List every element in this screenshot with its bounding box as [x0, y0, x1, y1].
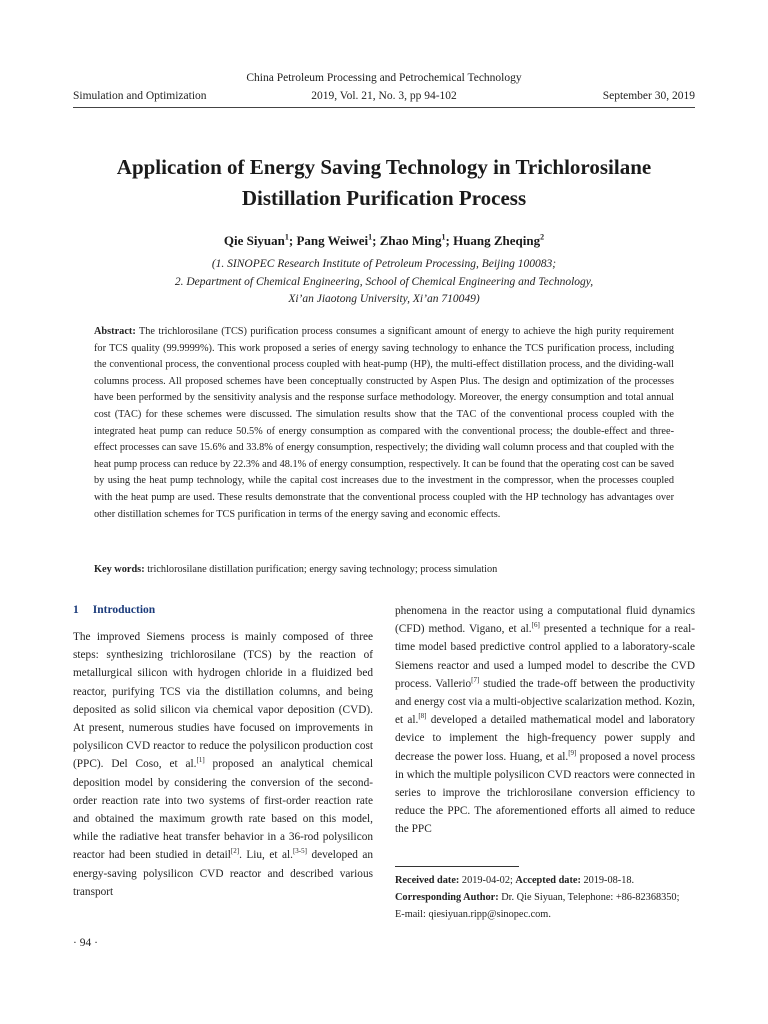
keywords [94, 564, 674, 575]
affiliation-line: 2. Department of Chemical Engineering, School of Chemical Engineering and Technology, [174, 275, 594, 288]
keywords-text: trichlorosilane distillation purification; energy saving technology; process simulation [144, 564, 498, 575]
accepted-date: 2019-08-18. [580, 875, 635, 886]
author-separator: ; [445, 233, 454, 249]
body-text: The improved Siemens process is mainly composed of three steps: synthesizing trichlorosilane (TCS) by the reaction of metallurgical silicon with hydrogen chloride in a fluidized bed reactor, purifying TCS via the distillation columns, and being deposited as solid silicon via chemical vapor deposition (CVD). At present, numerous studies have focused on improvements in polysilicon CVD reactor to reduce the polysilicon production cost (PPC). Del Coso, et al. [73, 631, 373, 771]
body-text: proposed a novel process in which the multiple polysilicon CVD reactors were connected in series to improve the trichlorosilane conversion efficiency to reduce the PPC. The aforementioned efforts all aimed to reduce the PPC [395, 750, 695, 836]
corresponding-author: Dr. Qie Siyuan, Telephone: +86-82368350; [498, 892, 680, 903]
citation-ref[interactable]: [9] [568, 748, 577, 757]
section-heading [73, 604, 155, 616]
author [380, 233, 453, 248]
accepted-label: Accepted date: [515, 875, 581, 886]
journal-name: China Petroleum Processing and Petrochemical Technology [246, 72, 522, 84]
corresponding-line [395, 889, 695, 906]
body-paragraph [395, 602, 695, 839]
citation-ref[interactable]: [8] [418, 712, 427, 721]
citation: 2019, Vol. 21, No. 3, pp 94-102 [311, 90, 457, 102]
body-paragraph [73, 628, 373, 901]
body-text: developed an energy-saving polysilicon CVD reactor and described various transport [73, 849, 374, 898]
footnote [395, 872, 695, 923]
author-affiliation-mark: 1 [368, 233, 373, 242]
header-rule [73, 107, 695, 108]
affiliations [0, 256, 768, 309]
abstract-text: The trichlorosilane (TCS) purification process consumes a significant amount of energy to achieve the high purity requirement for TCS quality (99.9999%). This work proposed a series of energy saving technology to enhance the TCS purification process, including the conventional process, the conventional process coupled with heat-pump (HP), the multi-effect distillation process, and the dividing-wall columns process. All proposed schemes have been conceptually constructed by Aspen Plus. The design and optimization of the processes have been performed by the sensitivity analysis and the response surface methodology. Moreover, the energy consumption and total annual cost (TAC) for these schemes were discussed. The simulation results show that the TAC of the conventional process coupled with the integrated heat pump can reduce 50.5% of energy consumption as compared with the conventional process; the double-effect and three-effect processes can save 15.6% and 33.8% of energy consumption, respectively; the dividing wall column process and that coupled with the heat pump process can reduce by 22.3% and 48.1% of energy consumption, respectively. It can be found that the operating cost can be saved by using the heat pump technology, while the capital cost increases due to the investment in the compressor, when the processes coupled with the heat pump are used. These results demonstrate that the conventional process coupled with the HP technology has advantages over other distillation schemes for TCS purification in terms of the energy saving and economic effects. [94, 326, 674, 520]
author [453, 233, 544, 248]
citation-ref[interactable]: [1] [196, 756, 205, 765]
author-affiliation-mark: 1 [441, 233, 446, 242]
affiliation-line: Xi’an Jiaotong University, Xi’an 710049) [288, 293, 480, 305]
author-name: Huang Zheqing [453, 233, 541, 249]
author-affiliation-mark: 2 [540, 233, 545, 242]
running-header [73, 90, 695, 106]
abstract-label: Abstract: [94, 326, 136, 337]
author [224, 233, 297, 248]
author-affiliation-mark: 1 [284, 233, 289, 242]
dates-line [395, 872, 695, 889]
received-date: 2019-04-02; [459, 875, 516, 886]
body-text: studied the trade-off between the productivity and energy cost via a multi-objective scalarization method. Kozin, et al. [395, 677, 695, 727]
email-line[interactable]: E-mail: qiesiyuan.ripp@sinopec.com. [395, 909, 551, 920]
citation-ref[interactable]: [6] [531, 621, 540, 630]
footnote-rule [395, 866, 519, 867]
body-text: . Liu, et al. [239, 849, 293, 862]
author [296, 233, 379, 248]
body-text: presented a technique for a real-time model based predictive control applied to a laboratory-scale Siemens reactor and used a lumped model to describe the CVD process. Vallerio [395, 623, 695, 690]
publication-date: September 30, 2019 [602, 90, 695, 102]
section-number: 1 [73, 604, 79, 616]
citation-ref[interactable]: [3-5] [292, 847, 307, 856]
author-name: Pang Weiwei [296, 233, 369, 249]
paper-title [60, 152, 708, 214]
body-text: phenomena in the reactor using a computational fluid dynamics (CFD) method. Vigano, et al. [395, 605, 695, 636]
author-separator: ; [288, 233, 297, 249]
keywords-label: Key words: [94, 564, 145, 575]
left-column [73, 628, 373, 901]
author-separator: ; [372, 233, 380, 249]
author-name: Zhao Ming [379, 233, 442, 249]
right-column [395, 602, 695, 839]
author-name: Qie Siyuan [223, 233, 285, 249]
body-text: proposed an analytical chemical deposition model by considering the conversion of the second-order reaction rate into two systems of first-order reaction rate and obtained the maximum growth rate based on this model, while the radiative heat transfer behavior in a 36-rod polysilicon reactor had been studied in detail [73, 758, 373, 862]
section-name: Simulation and Optimization [73, 90, 207, 102]
body-text: developed a detailed mathematical model and laboratory device to implement the high-frequency power supply and decrease the power loss. Huang, et al. [395, 714, 695, 763]
section-title: Introduction [92, 604, 156, 616]
received-label: Received date: [395, 875, 460, 886]
page-number: · 94 · [73, 937, 98, 949]
corresponding-label: Corresponding Author: [395, 892, 499, 903]
abstract [94, 324, 674, 523]
title-line-1: Application of Energy Saving Technology in Trichlorosilane [116, 155, 652, 179]
title-line-2: Distillation Purification Process [241, 186, 527, 210]
citation-ref[interactable]: [7] [471, 676, 480, 685]
citation-ref[interactable]: [2] [230, 847, 240, 856]
author-list [0, 233, 768, 249]
affiliation-line: (1. SINOPEC Research Institute of Petroleum Processing, Beijing 100083; [211, 258, 557, 270]
